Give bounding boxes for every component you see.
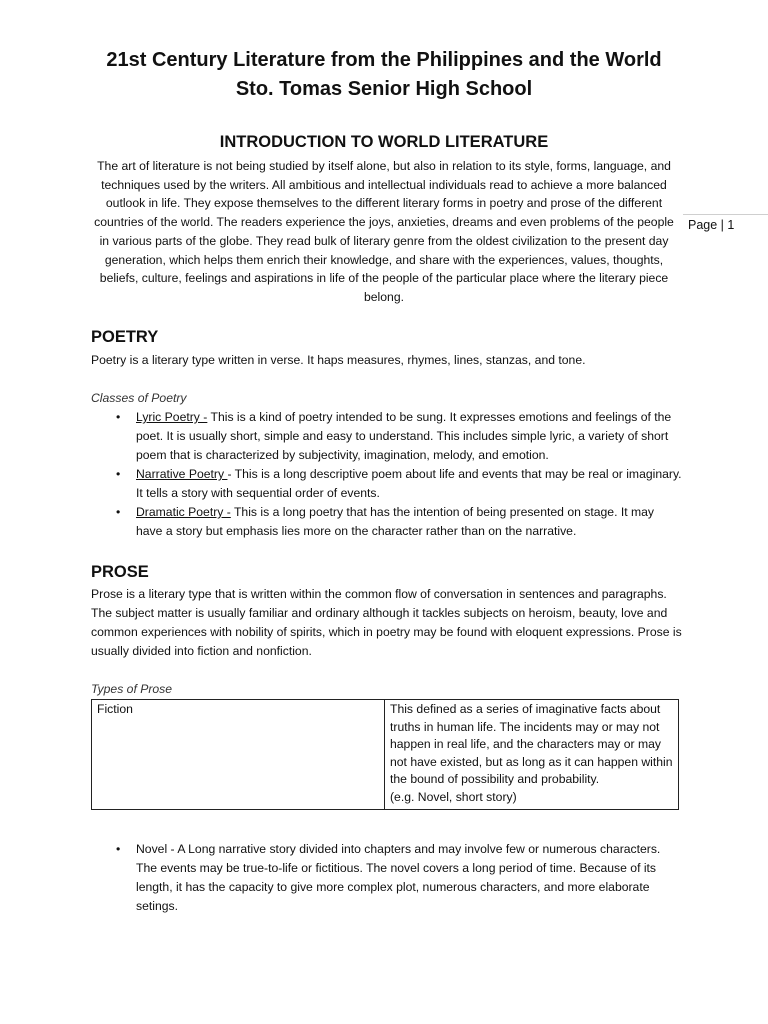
fiction-example: (e.g. Novel, short story): [390, 789, 517, 804]
class-text: This is a long poetry that has the intention of being presented on stage. It may have a story but emphasis lies more on the character rather than on the narrative.: [136, 505, 655, 538]
prose-bullets-list: [91, 840, 683, 916]
list-item: [91, 465, 683, 503]
prose-types-table: [91, 699, 679, 810]
prose-types-label: Types of Prose: [91, 682, 173, 696]
prose-definition: Prose is a literary type that is written within the common flow of conversation in sentences and paragraphs. The subject matter is usually familiar and ordinary although it tackles subjects on heroism, beauty, love and common experiences with nobility of spirits, which in poetry may be found with eloquent expressions. Prose is usually divided into fiction and nonfiction.: [91, 587, 682, 658]
table-cell-description: [385, 700, 679, 810]
poetry-definition: Poetry is a literary type written in verse. It haps measures, rhymes, lines, stanzas, and tone.: [91, 353, 586, 367]
list-item: [91, 503, 683, 541]
novel-text: Novel - A Long narrative story divided into chapters and may involve few or numerous characters. The events may be true-to-life or fictitious. The novel covers a long period of time. Because of its length, it has the capacity to give more complex plot, numerous characters, and more elaborate setings.: [136, 842, 661, 913]
list-item: [91, 408, 683, 465]
class-term: Dramatic Poetry -: [136, 505, 231, 519]
title-line-2: Sto. Tomas Senior High School: [235, 78, 533, 100]
list-item: [91, 840, 683, 916]
bullet-icon: •: [116, 410, 121, 424]
table-cell-term: Fiction: [92, 700, 385, 810]
prose-heading: PROSE: [91, 563, 149, 581]
bullet-icon: •: [116, 505, 121, 519]
page-number-rule: [683, 214, 768, 215]
class-term: Narrative Poetry: [136, 467, 228, 481]
class-text: - This is a long descriptive poem about life and events that may be real or imaginary. It tells a story with sequential order of events.: [136, 467, 682, 500]
intro-heading: INTRODUCTION TO WORLD LITERATURE: [219, 133, 549, 151]
document-title: [0, 46, 768, 104]
title-line-1: 21st Century Literature from the Philippines and the World: [106, 49, 662, 71]
page-number: Page | 1: [688, 218, 735, 232]
poetry-classes-label: Classes of Poetry: [91, 391, 187, 405]
class-text: This is a kind of poetry intended to be sung. It expresses emotions and feelings of the poet. It is usually short, simple and easy to understand. This includes simple lyric, a variety of short poem that is characterized by subjectivity, imagination, melody, and emotion.: [136, 410, 672, 462]
poetry-classes-list: [91, 408, 683, 541]
poetry-heading: POETRY: [91, 328, 159, 346]
bullet-icon: •: [116, 467, 121, 481]
fiction-description: This defined as a series of imaginative facts about truths in human life. The incidents may or may not happen in real life, and the characters may or may not have existed, but as long as it can happen within the bound of possibility and probability.: [390, 702, 673, 787]
bullet-icon: •: [116, 842, 121, 856]
class-term: Lyric Poetry -: [136, 410, 208, 424]
table-row: [92, 700, 679, 810]
intro-paragraph: The art of literature is not being studied by itself alone, but also in relation to its style, forms, language, and techniques used by the writers. All ambitious and intellectual individuals read to achieve a more balanced outlook in life. They expose themselves to the different literary forms in poetry and prose of the different countries of the world. The readers experience the joys, anxieties, dreams and even problems of the people in various parts of the globe. They read bulk of literary genre from the oldest civilization to the present day generation, which helps them enrich their knowledge, and share with the experiences, values, thoughts, beliefs, culture, feelings and aspirations in life of the people of the particular place where the literary piece belong.: [94, 159, 674, 304]
